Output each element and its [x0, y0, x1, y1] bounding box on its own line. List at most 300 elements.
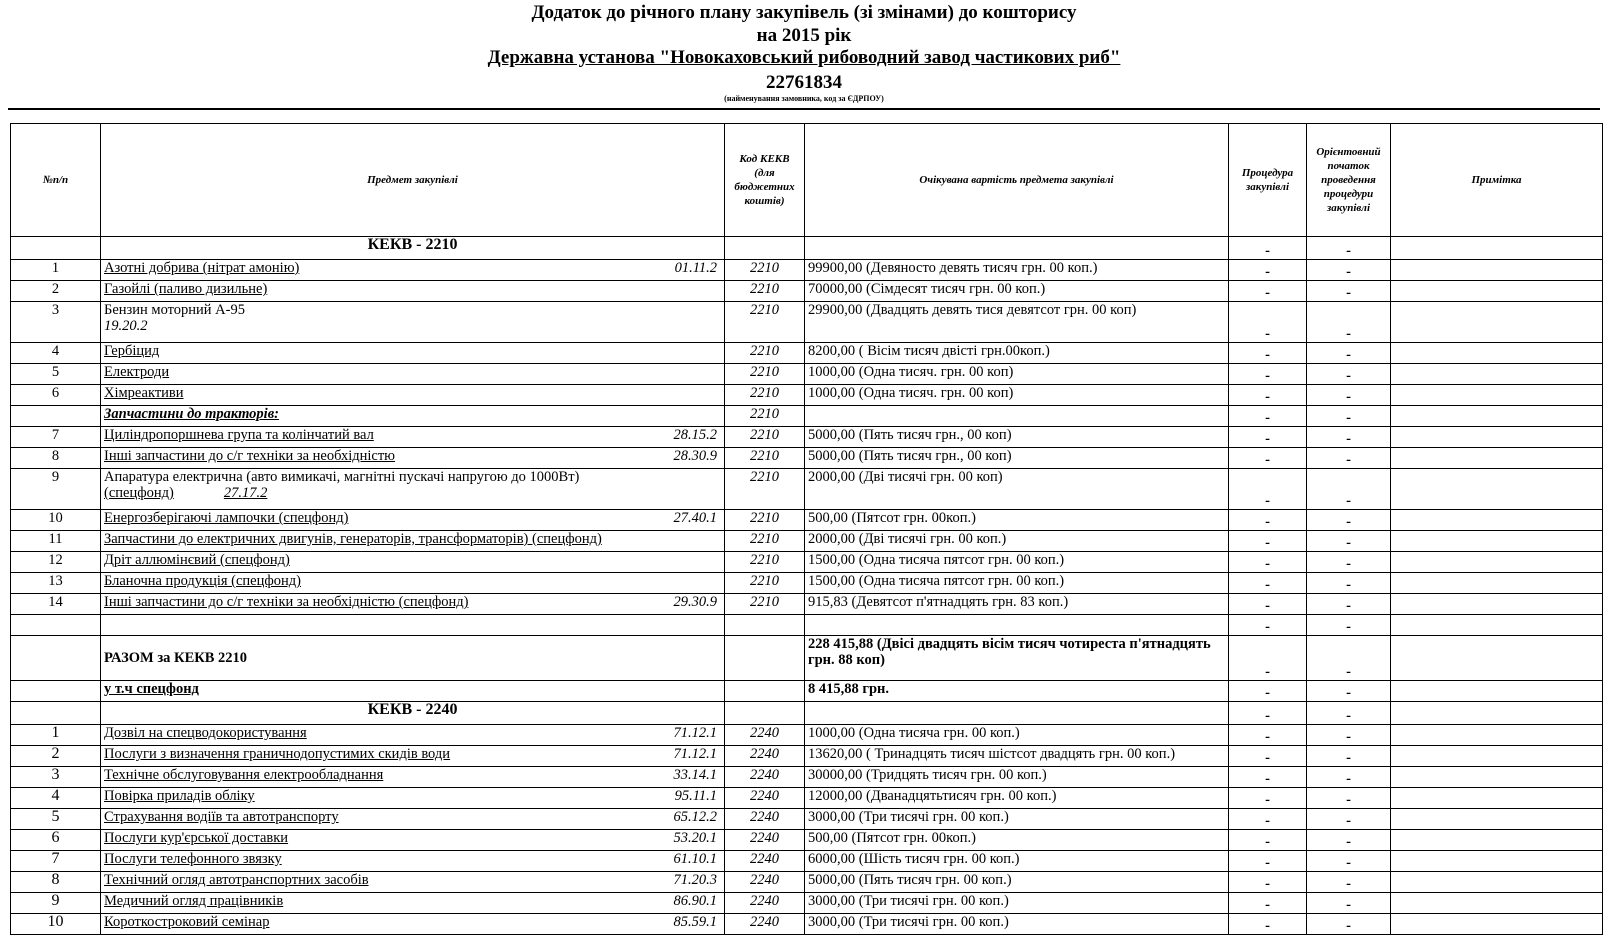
- item-name-wrap: [104, 830, 721, 846]
- item-cost: 29900,00 (Двадцять девять тися девятсот грн. 00 коп): [805, 302, 1229, 343]
- item-kekv: 2240: [725, 767, 805, 788]
- note-cell: [1391, 364, 1603, 385]
- item-name: [101, 448, 725, 469]
- organization-code: 22761834: [766, 72, 842, 93]
- kekv-cell: [725, 636, 805, 681]
- item-cpv: 71.12.1: [673, 746, 717, 762]
- item-name-text: Послуги телефонного звязку: [104, 851, 282, 867]
- col-header-cost: Очікувана вартість предмета закупівлі: [805, 124, 1229, 237]
- note-cell: [1391, 746, 1603, 767]
- label-cell: Запчастини до тракторів:: [101, 406, 725, 427]
- table-row: [11, 260, 1603, 281]
- item-kekv: 2210: [725, 364, 805, 385]
- kekv-cell: [725, 702, 805, 725]
- item-num: 5: [11, 364, 101, 385]
- item-name-line1: Апаратура електрична (авто вимикачі, магнітні пускачі напругою до 1000Вт): [104, 469, 580, 485]
- item-cpv: 01.11.2: [674, 260, 717, 276]
- start-cell: -: [1307, 343, 1391, 364]
- procedure-cell: -: [1229, 872, 1307, 893]
- item-name-text: Інші запчастини до с/г техніки за необхідністю (спецфонд): [104, 594, 469, 610]
- note-cell: [1391, 343, 1603, 364]
- item-kekv: 2210: [725, 510, 805, 531]
- item-cpv: 95.11.1: [674, 788, 717, 804]
- cost-cell: [805, 615, 1229, 636]
- procedure-cell: -: [1229, 552, 1307, 573]
- procedure-cell: -: [1229, 809, 1307, 830]
- procedure-cell: -: [1229, 302, 1307, 343]
- item-name-suffix: (спецфонд): [104, 485, 174, 501]
- item-name: [101, 343, 725, 364]
- item-cpv: 27.17.2: [223, 485, 268, 501]
- procedure-cell: -: [1229, 343, 1307, 364]
- item-name: [101, 552, 725, 573]
- item-name-text: Технічний огляд автотранспортних засобів: [104, 872, 369, 888]
- item-name-wrap: [104, 767, 721, 783]
- item-cost: 915,83 (Девятсот п'ятнадцять грн. 83 коп.): [805, 594, 1229, 615]
- item-name-wrap: [104, 343, 721, 359]
- procedure-cell: -: [1229, 725, 1307, 746]
- table-row: [11, 281, 1603, 302]
- item-cost: 70000,00 (Сімдесят тисяч грн. 00 коп.): [805, 281, 1229, 302]
- note-cell: [1391, 448, 1603, 469]
- table-row: [11, 788, 1603, 809]
- procedure-cell: -: [1229, 636, 1307, 681]
- item-num: 11: [11, 531, 101, 552]
- note-cell: [1391, 615, 1603, 636]
- item-cost: 1000,00 (Одна тисяч. грн. 00 коп): [805, 364, 1229, 385]
- item-kekv: 2240: [725, 725, 805, 746]
- item-cpv: [717, 573, 721, 589]
- procedure-cell: -: [1229, 830, 1307, 851]
- num-cell: [11, 615, 101, 636]
- table-row: [11, 746, 1603, 767]
- item-kekv: 2210: [725, 573, 805, 594]
- note-cell: [1391, 809, 1603, 830]
- start-cell: -: [1307, 872, 1391, 893]
- start-cell: -: [1307, 237, 1391, 260]
- item-name-wrap: [104, 531, 721, 547]
- table-row: [11, 385, 1603, 406]
- item-name: [101, 469, 725, 510]
- start-cell: -: [1307, 302, 1391, 343]
- item-name-wrap: [104, 573, 721, 589]
- table-row: [11, 469, 1603, 510]
- item-cost: 2000,00 (Дві тисячі грн. 00 коп.): [805, 531, 1229, 552]
- item-name-wrap: [104, 893, 721, 909]
- item-name-text: Газойлі (паливо дизильне): [104, 281, 268, 297]
- item-name: [101, 510, 725, 531]
- start-cell: -: [1307, 448, 1391, 469]
- note-cell: [1391, 681, 1603, 702]
- item-num: 4: [11, 788, 101, 809]
- kekv-cell: [725, 237, 805, 260]
- item-name-text: Циліндропоршнева група та колінчатий вал: [104, 427, 374, 443]
- table-row: [11, 552, 1603, 573]
- start-cell: -: [1307, 260, 1391, 281]
- item-name-text: Електроди: [104, 364, 170, 380]
- item-cost: 99900,00 (Девяносто девять тисяч грн. 00 коп.): [805, 260, 1229, 281]
- item-num: 7: [11, 851, 101, 872]
- item-cpv: [717, 364, 721, 380]
- item-kekv: 2240: [725, 914, 805, 935]
- start-cell: -: [1307, 615, 1391, 636]
- note-cell: [1391, 385, 1603, 406]
- cost-cell: [805, 237, 1229, 260]
- item-cpv: 19.20.2: [104, 318, 148, 334]
- item-name: [101, 788, 725, 809]
- procedure-cell: -: [1229, 364, 1307, 385]
- start-cell: -: [1307, 531, 1391, 552]
- procedure-cell: -: [1229, 594, 1307, 615]
- item-kekv: 2210: [725, 594, 805, 615]
- item-name-text: Запчастини до електричних двигунів, генераторів, трансформаторів) (спецфонд): [104, 531, 602, 547]
- item-name-wrap: [104, 385, 721, 401]
- special-fund-label: у т.ч спецфонд: [101, 681, 725, 702]
- item-name-text: Медичний огляд працівників: [104, 893, 284, 909]
- note-cell: [1391, 702, 1603, 725]
- procedure-cell: -: [1229, 767, 1307, 788]
- item-num: 2: [11, 746, 101, 767]
- item-kekv: 2210: [725, 427, 805, 448]
- table-row: [11, 343, 1603, 364]
- note-cell: [1391, 830, 1603, 851]
- table-row: [11, 302, 1603, 343]
- start-cell: -: [1307, 552, 1391, 573]
- item-num: 4: [11, 343, 101, 364]
- procedure-cell: -: [1229, 260, 1307, 281]
- item-kekv: 2210: [725, 260, 805, 281]
- start-cell: -: [1307, 406, 1391, 427]
- item-kekv: 2240: [725, 830, 805, 851]
- item-cpv: 65.12.2: [673, 809, 717, 825]
- item-name-wrap: [104, 746, 721, 762]
- item-num: 8: [11, 448, 101, 469]
- procedure-cell: -: [1229, 510, 1307, 531]
- item-name-wrap: [104, 725, 721, 741]
- item-name: [101, 767, 725, 788]
- note-cell: [1391, 573, 1603, 594]
- num-cell: [11, 237, 101, 260]
- procedure-cell: -: [1229, 531, 1307, 552]
- item-cpv: 53.20.1: [673, 830, 717, 846]
- note-cell: [1391, 594, 1603, 615]
- item-name-wrap: [104, 281, 721, 297]
- start-cell: -: [1307, 725, 1391, 746]
- item-name-wrap: [104, 448, 721, 464]
- item-cpv: 85.59.1: [673, 914, 717, 930]
- item-name-wrap: [104, 260, 721, 276]
- item-kekv: 2240: [725, 809, 805, 830]
- item-cost: 3000,00 (Три тисячі грн. 00 коп.): [805, 893, 1229, 914]
- item-kekv: 2210: [725, 531, 805, 552]
- start-cell: -: [1307, 385, 1391, 406]
- item-num: 13: [11, 573, 101, 594]
- item-kekv: 2240: [725, 893, 805, 914]
- col-header-note: Примітка: [1391, 124, 1603, 237]
- col-header-start: Орієнтовний початок проведення процедури закупівлі: [1307, 124, 1391, 237]
- start-cell: -: [1307, 573, 1391, 594]
- item-num: 9: [11, 469, 101, 510]
- procedure-cell: -: [1229, 427, 1307, 448]
- item-cpv: 33.14.1: [673, 767, 717, 783]
- item-num: 8: [11, 872, 101, 893]
- item-name-wrap: [104, 788, 721, 804]
- item-name: [101, 531, 725, 552]
- item-cost: 13620,00 ( Тринадцять тисяч шістсот двадцять грн. 00 коп.): [805, 746, 1229, 767]
- start-cell: -: [1307, 893, 1391, 914]
- item-name: [101, 809, 725, 830]
- item-kekv: 2210: [725, 385, 805, 406]
- name-cell: [101, 615, 725, 636]
- item-name: [101, 281, 725, 302]
- item-cost: 5000,00 (Пять тисяч грн. 00 коп.): [805, 872, 1229, 893]
- start-cell: -: [1307, 914, 1391, 935]
- item-kekv: 2210: [725, 302, 805, 343]
- total-label: РАЗОМ за КЕКВ 2210: [101, 636, 725, 681]
- table-row: [11, 427, 1603, 448]
- table-body: [11, 237, 1603, 935]
- note-cell: [1391, 914, 1603, 935]
- item-kekv: 2240: [725, 872, 805, 893]
- item-name-text: Технічне обслуговування електрообладнання: [104, 767, 384, 783]
- item-name: [101, 260, 725, 281]
- item-kekv: 2210: [725, 552, 805, 573]
- item-cost: 1500,00 (Одна тисяча пятсот грн. 00 коп.): [805, 552, 1229, 573]
- start-cell: -: [1307, 681, 1391, 702]
- item-name-wrap: [104, 914, 721, 930]
- item-name: [101, 746, 725, 767]
- item-cost: 12000,00 (Дванадцятьтисяч грн. 00 коп.): [805, 788, 1229, 809]
- cost-cell: [805, 702, 1229, 725]
- item-name: [101, 427, 725, 448]
- item-num: 10: [11, 914, 101, 935]
- start-cell: -: [1307, 469, 1391, 510]
- note-cell: [1391, 788, 1603, 809]
- table-row: [11, 809, 1603, 830]
- item-cost: 1000,00 (Одна тисяча грн. 00 коп.): [805, 725, 1229, 746]
- item-cost: 6000,00 (Шість тисяч грн. 00 коп.): [805, 851, 1229, 872]
- item-name: [101, 872, 725, 893]
- item-cpv: 86.90.1: [673, 893, 717, 909]
- table-row: [11, 830, 1603, 851]
- item-name-text: Бланочна продукція (спецфонд): [104, 573, 301, 589]
- item-name-text: Короткостроковий семінар: [104, 914, 270, 930]
- item-num: 3: [11, 302, 101, 343]
- item-cost: 8200,00 ( Вісім тисяч двісті грн.00коп.): [805, 343, 1229, 364]
- item-name-wrap: [104, 552, 721, 568]
- item-cpv: [717, 552, 721, 568]
- item-num: 1: [11, 725, 101, 746]
- procurement-table: [10, 123, 1603, 935]
- kekv-cell: 2210: [725, 406, 805, 427]
- item-cpv: 28.30.9: [673, 448, 717, 464]
- special-fund-row: [11, 681, 1603, 702]
- note-cell: [1391, 237, 1603, 260]
- table-row: [11, 448, 1603, 469]
- start-cell: -: [1307, 830, 1391, 851]
- item-name: [101, 893, 725, 914]
- item-name-text: Повірка приладів обліку: [104, 788, 255, 804]
- note-cell: [1391, 767, 1603, 788]
- item-cpv: [717, 385, 721, 401]
- procedure-cell: -: [1229, 746, 1307, 767]
- special-fund-value: 8 415,88 грн.: [805, 681, 1229, 702]
- item-kekv: 2240: [725, 788, 805, 809]
- item-cpv: [717, 531, 721, 547]
- kekv-cell: [725, 681, 805, 702]
- item-name-wrap: [104, 851, 721, 867]
- item-num: 1: [11, 260, 101, 281]
- note-cell: [1391, 302, 1603, 343]
- procedure-cell: -: [1229, 448, 1307, 469]
- item-name-text: Інші запчастини до с/г техніки за необхідністю: [104, 448, 395, 464]
- col-header-subject: Предмет закупівлі: [101, 124, 725, 237]
- item-kekv: 2240: [725, 746, 805, 767]
- table-row: [11, 893, 1603, 914]
- item-name-text: Послуги з визначення граничнодопустимих скидів води: [104, 746, 451, 762]
- spare-parts-heading-row: [11, 406, 1603, 427]
- item-cpv: 27.40.1: [673, 510, 717, 526]
- procedure-cell: -: [1229, 893, 1307, 914]
- item-cost: 3000,00 (Три тисячі грн. 00 коп.): [805, 809, 1229, 830]
- item-name-wrap: [104, 594, 721, 610]
- item-cost: 30000,00 (Тридцять тисяч грн. 00 коп.): [805, 767, 1229, 788]
- note-cell: [1391, 725, 1603, 746]
- item-name: [101, 914, 725, 935]
- procedure-cell: -: [1229, 681, 1307, 702]
- document-title: Додаток до річного плану закупівель (зі змінами) до кошторису: [531, 2, 1077, 23]
- item-name: [101, 573, 725, 594]
- item-kekv: 2210: [725, 469, 805, 510]
- num-cell: [11, 702, 101, 725]
- item-cpv: [717, 343, 721, 359]
- header-divider: [8, 108, 1600, 110]
- start-cell: -: [1307, 851, 1391, 872]
- item-num: 6: [11, 385, 101, 406]
- item-cpv: 71.20.3: [673, 872, 717, 888]
- section-kekv-2240: [11, 702, 1603, 725]
- empty-row: [11, 615, 1603, 636]
- start-cell: -: [1307, 510, 1391, 531]
- item-cpv: 29.30.9: [673, 594, 717, 610]
- procedure-cell: -: [1229, 788, 1307, 809]
- cost-cell: [805, 406, 1229, 427]
- note-cell: [1391, 469, 1603, 510]
- start-cell: -: [1307, 809, 1391, 830]
- num-cell: [11, 406, 101, 427]
- item-cost: 3000,00 (Три тисячі грн. 00 коп.): [805, 914, 1229, 935]
- table-row: [11, 767, 1603, 788]
- item-name-text: Страхування водіїв та автотранспорту: [104, 809, 339, 825]
- note-cell: [1391, 851, 1603, 872]
- item-num: 5: [11, 809, 101, 830]
- item-name: [101, 385, 725, 406]
- organization-caption: (найменування замовника, код за ЄДРПОУ): [724, 94, 884, 103]
- item-num: 2: [11, 281, 101, 302]
- total-value: 228 415,88 (Двісі двадцять вісім тисяч чотиреста п'ятнадцять грн. 88 коп): [805, 636, 1229, 681]
- item-name-text: Дріт аллюмінєвий (спецфонд): [104, 552, 290, 568]
- item-name-text: Хімреактиви: [104, 385, 184, 401]
- table-row: [11, 872, 1603, 893]
- item-name-wrap: [104, 872, 721, 888]
- procedure-cell: -: [1229, 615, 1307, 636]
- procedure-cell: -: [1229, 851, 1307, 872]
- procedure-cell: -: [1229, 469, 1307, 510]
- table-row: [11, 851, 1603, 872]
- col-header-kekv: Код КЕКВ (для бюджетних коштів): [725, 124, 805, 237]
- note-cell: [1391, 260, 1603, 281]
- item-cost: 500,00 (Пятсот грн. 00коп.): [805, 830, 1229, 851]
- item-num: 3: [11, 767, 101, 788]
- item-name: [101, 725, 725, 746]
- item-cost: 500,00 (Пятсот грн. 00коп.): [805, 510, 1229, 531]
- note-cell: [1391, 872, 1603, 893]
- item-name: [101, 364, 725, 385]
- start-cell: -: [1307, 594, 1391, 615]
- item-cost: 5000,00 (Пять тисяч грн., 00 коп): [805, 427, 1229, 448]
- note-cell: [1391, 281, 1603, 302]
- item-cpv: 71.12.1: [673, 725, 717, 741]
- table-row: [11, 510, 1603, 531]
- item-name-text: Гербіцид: [104, 343, 160, 359]
- organization-name: Державна установа "Новокаховський рибоводний завод частикових риб": [487, 47, 1121, 68]
- procedure-cell: -: [1229, 702, 1307, 725]
- start-cell: -: [1307, 767, 1391, 788]
- section-kekv-2210: [11, 237, 1603, 260]
- table-row: [11, 914, 1603, 935]
- item-name-wrap: [104, 510, 721, 526]
- start-cell: -: [1307, 702, 1391, 725]
- note-cell: [1391, 510, 1603, 531]
- item-name-text: Азотні добрива (нітрат амонію): [104, 260, 300, 276]
- item-cpv: 61.10.1: [673, 851, 717, 867]
- note-cell: [1391, 552, 1603, 573]
- item-kekv: 2210: [725, 281, 805, 302]
- item-num: 6: [11, 830, 101, 851]
- num-cell: [11, 636, 101, 681]
- document-year: на 2015 рік: [756, 25, 852, 46]
- start-cell: -: [1307, 636, 1391, 681]
- note-cell: [1391, 531, 1603, 552]
- item-kekv: 2210: [725, 448, 805, 469]
- item-cost: 1500,00 (Одна тисяча пятсот грн. 00 коп.): [805, 573, 1229, 594]
- item-name-text: Дозвіл на спецводокористування: [104, 725, 307, 741]
- item-num: 14: [11, 594, 101, 615]
- item-cost: 2000,00 (Дві тисячі грн. 00 коп): [805, 469, 1229, 510]
- start-cell: -: [1307, 281, 1391, 302]
- note-cell: [1391, 406, 1603, 427]
- item-name-text: Бензин моторний А-95: [104, 302, 245, 318]
- procedure-cell: -: [1229, 573, 1307, 594]
- num-cell: [11, 681, 101, 702]
- procedure-cell: -: [1229, 914, 1307, 935]
- procedure-cell: -: [1229, 385, 1307, 406]
- kekv-cell: [725, 615, 805, 636]
- item-name: [101, 594, 725, 615]
- start-cell: -: [1307, 746, 1391, 767]
- section-title: КЕКВ - 2240: [101, 702, 725, 725]
- item-cpv: 28.15.2: [673, 427, 717, 443]
- table-row: [11, 594, 1603, 615]
- item-name-wrap: [104, 427, 721, 443]
- table-row: [11, 573, 1603, 594]
- item-name: [101, 851, 725, 872]
- procedure-cell: -: [1229, 237, 1307, 260]
- procedure-cell: -: [1229, 281, 1307, 302]
- start-cell: -: [1307, 788, 1391, 809]
- item-name-wrap: [104, 364, 721, 380]
- item-name-text: Енергозберігаючі лампочки (спецфонд): [104, 510, 349, 526]
